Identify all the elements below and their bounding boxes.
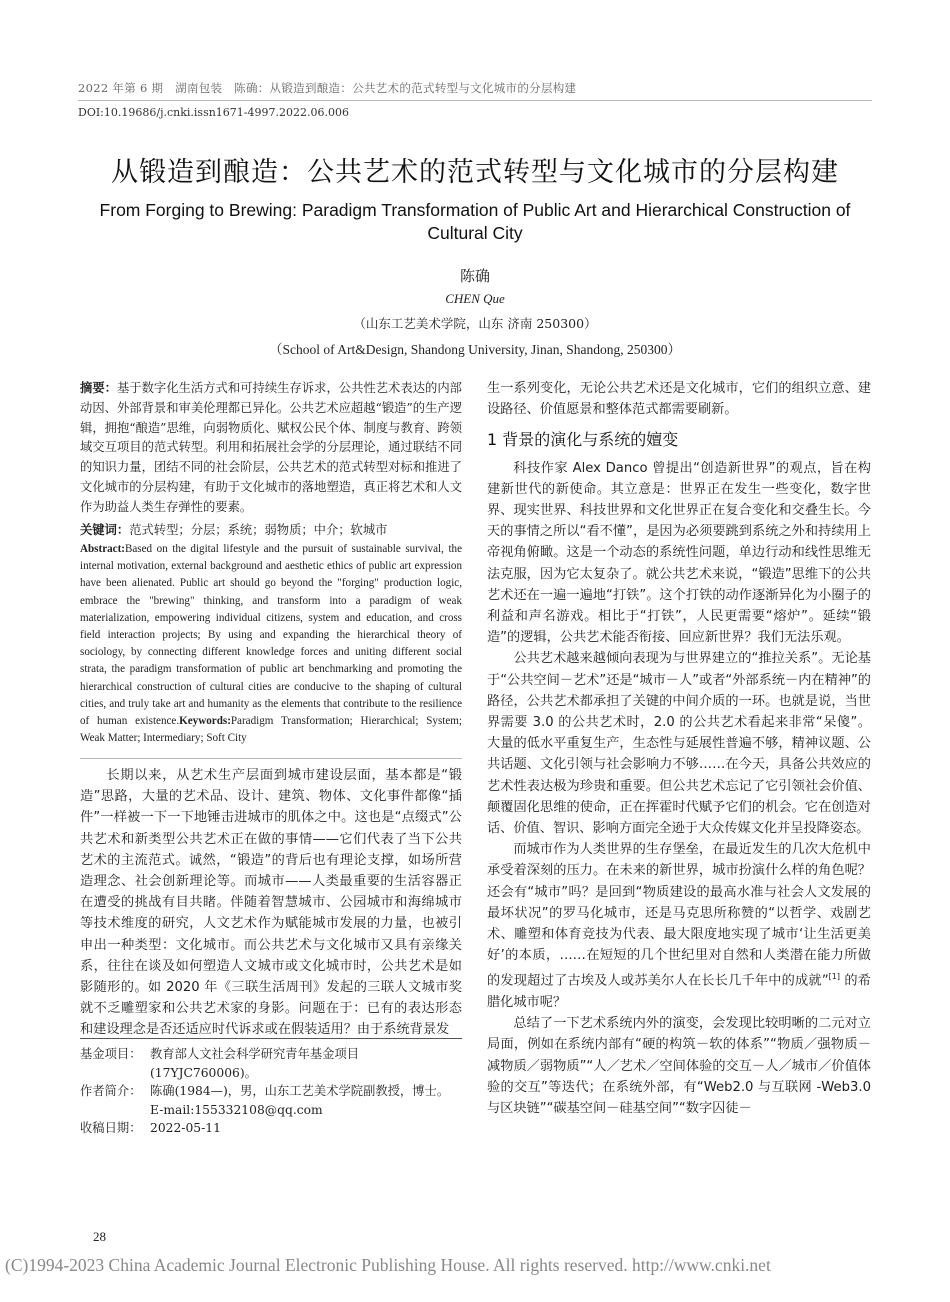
citation-ref-1[interactable]: [1]	[828, 972, 840, 982]
paragraph-push-pull: 公共艺术越来越倾向表现为与世界建立的“推拉关系”。无论基于“公共空间－艺术”还是“城市－人”或者“外部系统－内在精神”的路径，公共艺术都承担了关键的中间介质的一环。也就是说，当世界需要 3.0 的公共艺术时，2.0 的公共艺术看起来非常“呆傻”。大量的低水平重复生产，生态性与延展性普遍不够，精神议题、公共话题、文化引领与社会影响力不够……在今天，具备公共效应的艺术性表达极为珍贵和重要。但公共艺术忘记了它引领社会价值、颠覆固化思维的使命，正在挥霍时代赋予它们的机会。它在创造对话、价值、智识、影响方面完全逊于大众传媒文化并呈投降姿态。	[487, 651, 871, 837]
paragraph-continued: 生一系列变化，无论公共艺术还是文化城市，它们的组织立意、建设路径、价值愿景和整体范式都需要刷新。	[487, 381, 871, 418]
abstract-text: 基于数字化生活方式和可持续生存诉求，公共性艺术表达的内部动因、外部背景和审美伦理都已异化。公共艺术应超越“锻造”的生产逻辑，拥抱“酿造”思维，向弱物质化、赋权公民个体、制度与教育、跨领域交互项目的范式转型。利用和拓展社会学的分层理论，通过联结不同的知识力量，团结不同的社会阶层，公共艺术的范式转型对标和推进了文化城市的分层构建，有助于文化城市的落地塑造，真正将艺术和人文作为助益人类生存弹性的要素。	[80, 381, 462, 514]
section-heading-1: 1 背景的演化与系统的嬗变	[487, 430, 679, 450]
keywords-chinese	[80, 520, 462, 540]
footnote-rule	[80, 1038, 462, 1039]
keywords-en-label: Keywords:	[179, 715, 231, 728]
abstract-english	[80, 541, 462, 747]
header-rule	[78, 100, 872, 101]
abstract-en-label: Abstract:	[80, 543, 125, 555]
footnotes	[80, 1045, 464, 1138]
keywords-label: 关键词：	[80, 522, 130, 537]
title-english: From Forging to Brewing: Paradigm Transformation of Public Art and Hierarchical Construction of Cultural City	[99, 200, 851, 243]
body-right-column	[487, 378, 871, 1119]
fund-text: 教育部人文社会科学研究青年基金项目(17YJC760006)。	[150, 1047, 360, 1080]
fund-label: 基金项目：	[80, 1047, 142, 1061]
author-name-english: CHEN Que	[445, 291, 505, 306]
abstract-label: 摘要：	[80, 380, 117, 395]
paragraph-city-fortress	[487, 839, 871, 1013]
doi[interactable]: DOI:10.19686/j.cnki.issn1671-4997.2022.06.006	[78, 106, 349, 119]
paragraph-city-text-end: 的希腊化城市呢？	[487, 973, 871, 1011]
affiliation-english: （School of Art&Design, Shandong University, Jinan, Shandong, 250300）	[269, 342, 681, 357]
keywords-en-text: Paradigm Transformation; Hierarchical; System; Weak Matter; Intermediary; Soft City	[80, 715, 463, 745]
paragraph-binary-opposition: 总结了一下艺术系统内外的演变，会发现比较明晰的二元对立局面，例如在系统内部有“硬的构筑－软的体系”“物质／强物质－减物质／弱物质”“人／艺术／空间体验的交互－人／城市／价值体验的交互”等迭代；在系统外部，有“Web2.0 与互联网 -Web3.0 与区块链”“碳基空间－硅基空间”“数字囚徒－	[487, 1016, 871, 1117]
received-date-label: 收稿日期：	[80, 1121, 142, 1135]
author-email[interactable]: E-mail:155332108@qq.com	[150, 1102, 323, 1117]
abstract-en-text: Based on the digital lifestyle and the pursuit of sustainable survival, the internal motivation, external background and aesthetic ethics of public art expression have been alienated. Public art should go beyond the "forging" production logic, embrace the "brewing" thinking, and transform into a paradigm of weak materialization, empowering individual citizens, system and education, and cross field interaction projects; By using and expanding the hierarchical theory of sociology, by connecting different knowledge forces and uniting different social strata, the paradigm transformation of public art benchmarking and promoting the hierarchical construction of cultural cities are conducive to the shaping of cultural cities, and truly take art and humanity as the elements that contribute to the resilience of human existence.	[80, 543, 462, 728]
copyright-footer: (C)1994-2023 China Academic Journal Electronic Publishing House. All rights reserved. http://www.cnki.net	[5, 1255, 771, 1275]
body-left-column	[80, 765, 462, 1041]
affiliation-chinese: （山东工艺美术学院，山东 济南 250300）	[353, 316, 597, 331]
abstract-divider	[80, 758, 462, 759]
author-bio-label: 作者简介：	[80, 1084, 142, 1098]
author-bio-text: 陈确(1984—)，男，山东工艺美术学院副教授，博士。	[150, 1084, 450, 1098]
received-date: 2022-05-11	[150, 1121, 221, 1135]
abstract-chinese	[80, 378, 462, 518]
paragraph-city-text: 而城市作为人类世界的生存堡垒，在最近发生的几次大危机中承受着深刻的压力。在未来的新世界，城市扮演什么样的角色呢？还会有“城市”吗？是回到“物质建设的最高水准与社会人文发展的最坏状况”的罗马化城市，还是马克思所称赞的“以哲学、戏剧艺术、雕塑和体育竞技为代表、最大限度地实现了城市‘让生活更美好’的本质，……在短短的几个世纪里对自然和人类潜在能力所做的发现超过了古埃及人或苏美尔人在长长几千年中的成就”	[487, 842, 871, 989]
page-number: 28	[93, 1229, 106, 1244]
running-head: 2022 年第 6 期 湖南包装 陈确：从锻造到酿造：公共艺术的范式转型与文化城市的分层构建	[78, 81, 577, 95]
author-name-chinese: 陈确	[459, 267, 490, 285]
keywords-text: 范式转型；分层；系统；弱物质；中介；软城市	[129, 523, 388, 537]
title-chinese: 从锻造到酿造：公共艺术的范式转型与文化城市的分层构建	[111, 157, 839, 188]
paragraph-alex-danco: 科技作家 Alex Danco 曾提出“创造新世界”的观点，旨在构建新世代的新使命。其立意是：世界正在发生一些变化，数字世界、现实世界、科技世界和文化世界正在复合变化和交叠生长。今天的事情之所以“看不懂”，是因为必须要跳到系统之外和持续用上帝视角俯瞰。这是一个动态的系统性问题，单边行动和线性思维无法克服，因为它太复杂了。就公共艺术来说，“锻造”思维下的公共艺术还在一遍一遍地“打铁”。这个打铁的动作逐渐异化为小圈子的利益和声名游戏。相比于“打铁”，人民更需要“熔炉”。延续“锻造”的逻辑，公共艺术能否衔接、回应新世界？我们无法乐观。	[487, 460, 871, 646]
paragraph-intro: 长期以来，从艺术生产层面到城市建设层面，基本都是“锻造”思路，大量的艺术品、设计、建筑、物体、文化事件都像“插件”一样被一下一下地锤击进城市的肌体之中。这也是“点缀式”公共艺术和新类型公共艺术正在做的事情——它们代表了当下公共艺术的主流范式。诚然，“锻造”的背后也有理论支撑，如场所营造理念、社会创新理论等。而城市——人类最重要的生活容器正在遭受的挑战有目共睹。伴随着智慧城市、公园城市和海绵城市等技术维度的研究，人文艺术作为赋能城市发展的力量，也被引申出一种类型：文化城市。而公共艺术与文化城市又具有亲缘关系，往往在谈及如何塑造人文城市或文化城市时，公共艺术是如影随形的。如 2020 年《三联生活周刊》发起的三联人文城市奖就不乏雕塑家和公共艺术家的身影。问题在于：已有的表达形态和建设理念是否还适应时代诉求或在假装适用？由于系统背景发	[80, 768, 462, 1038]
